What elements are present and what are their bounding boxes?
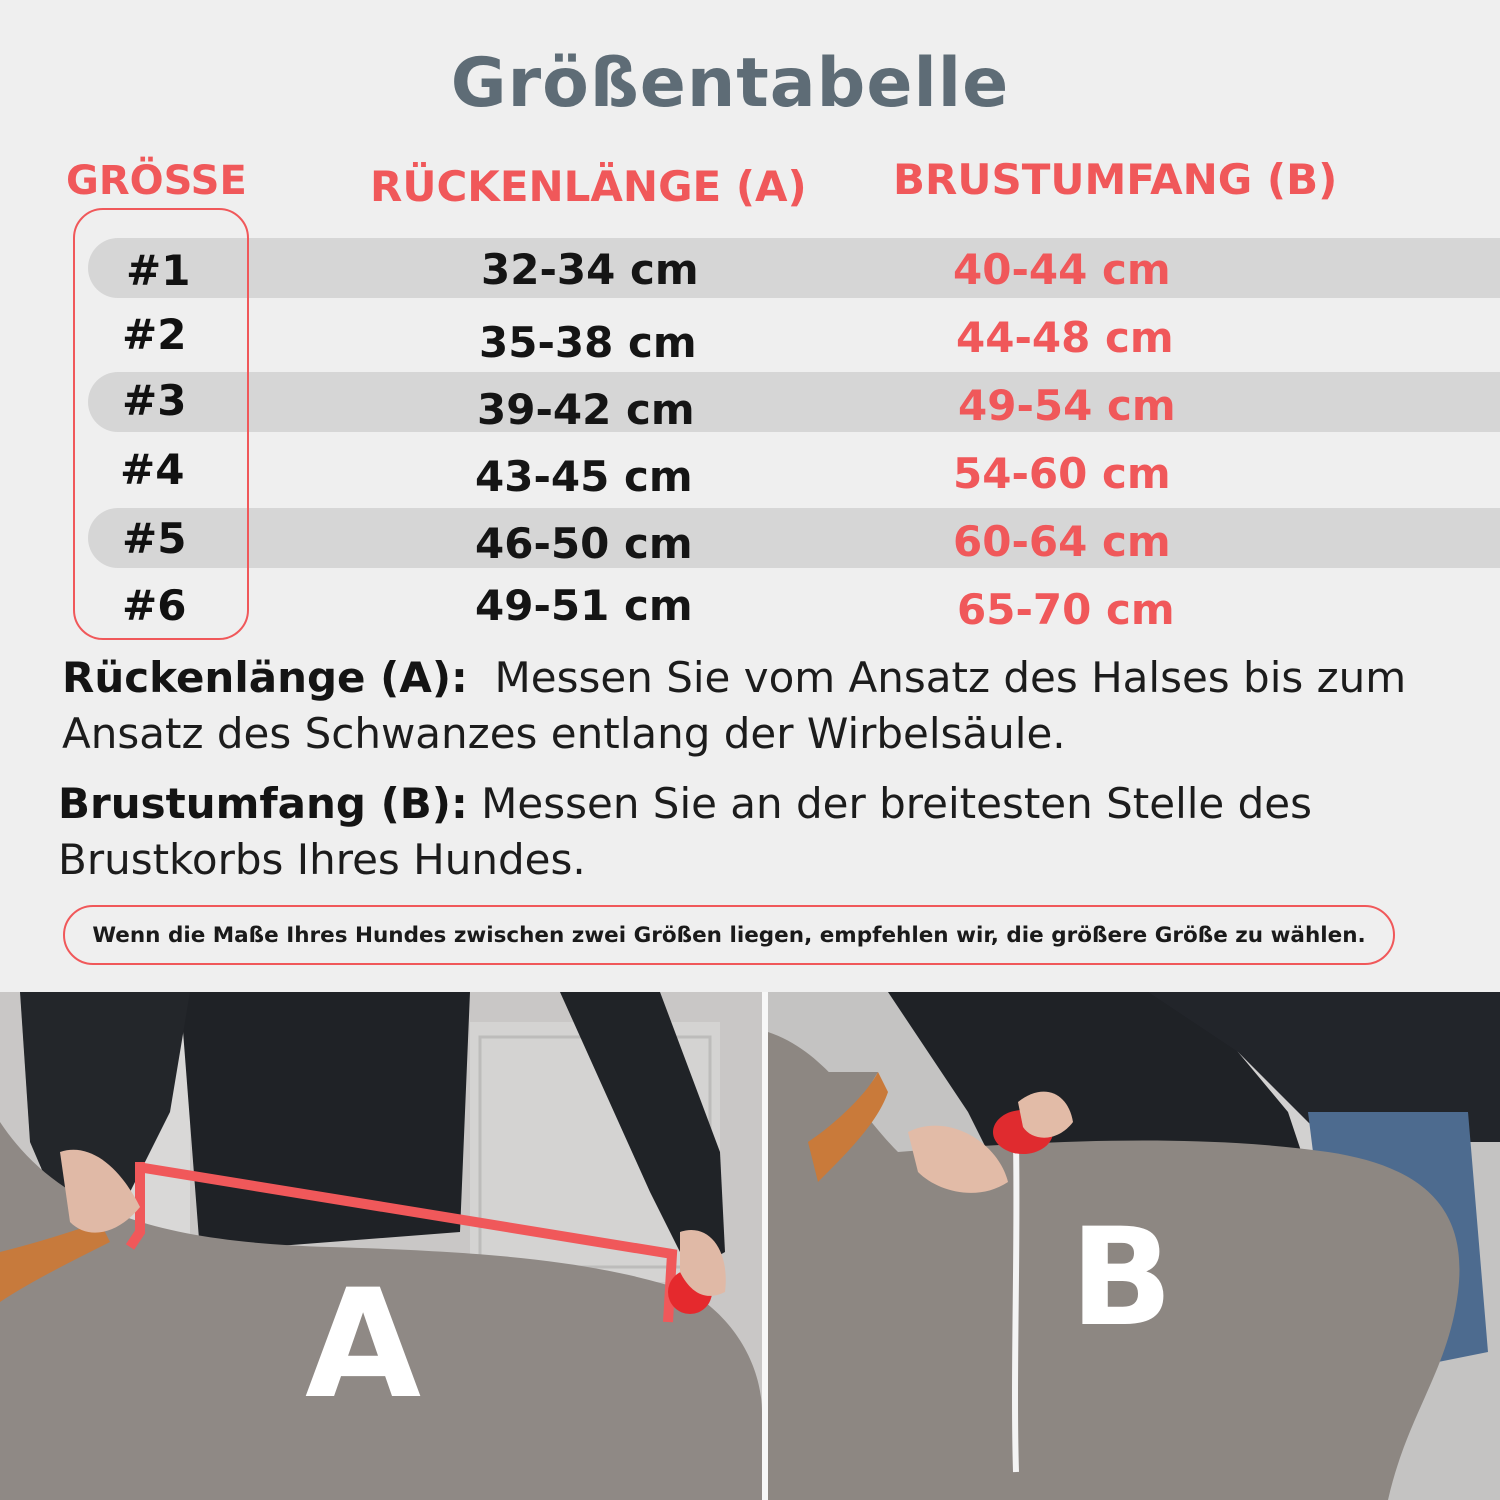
back-length-cell: 39-42 cm <box>477 385 695 434</box>
chest-cell: 40-44 cm <box>953 245 1171 294</box>
column-header-size: GRÖSSE <box>66 158 247 204</box>
back-length-cell: 49-51 cm <box>475 581 693 630</box>
size-cell: #1 <box>126 246 191 295</box>
row-band <box>88 372 1500 432</box>
back-length-cell: 35-38 cm <box>479 318 697 367</box>
back-length-label: Rückenlänge (A): <box>62 653 468 702</box>
size-cell: #3 <box>122 376 187 425</box>
chest-instruction <box>58 776 1458 888</box>
column-header-back-length: RÜCKENLÄNGE (A) <box>370 162 807 211</box>
column-header-chest: BRUSTUMFANG (B) <box>893 155 1338 204</box>
size-cell: #6 <box>122 581 187 630</box>
page-title: Größentabelle <box>450 44 1010 123</box>
back-length-cell: 43-45 cm <box>475 452 693 501</box>
row-band <box>88 238 1500 298</box>
row-band <box>88 508 1500 568</box>
size-recommendation-note: Wenn die Maße Ihres Hundes zwischen zwei Größen liegen, empfehlen wir, die größere Größe zu wählen. <box>63 905 1395 965</box>
size-cell: #4 <box>120 445 185 494</box>
chest-cell: 44-48 cm <box>956 313 1174 362</box>
chest-cell: 49-54 cm <box>958 381 1176 430</box>
back-length-cell: 32-34 cm <box>481 245 699 294</box>
size-cell: #5 <box>122 514 187 563</box>
chest-cell: 54-60 cm <box>953 449 1171 498</box>
size-cell: #2 <box>122 310 187 359</box>
photo-letter-b: B <box>1070 1199 1173 1356</box>
chest-cell: 60-64 cm <box>953 517 1171 566</box>
chest-text: Messen Sie an der breitesten Stelle des Brustkorbs Ihres Hundes. <box>58 779 1312 884</box>
back-length-text: Messen Sie vom Ansatz des Halses bis zum Ansatz des Schwanzes entlang der Wirbelsäule. <box>62 653 1407 758</box>
photo-letter-a: A <box>305 1258 422 1432</box>
chest-label: Brustumfang (B): <box>58 779 468 828</box>
back-length-cell: 46-50 cm <box>475 519 693 568</box>
back-length-instruction <box>62 650 1462 762</box>
chest-cell: 65-70 cm <box>957 585 1175 634</box>
